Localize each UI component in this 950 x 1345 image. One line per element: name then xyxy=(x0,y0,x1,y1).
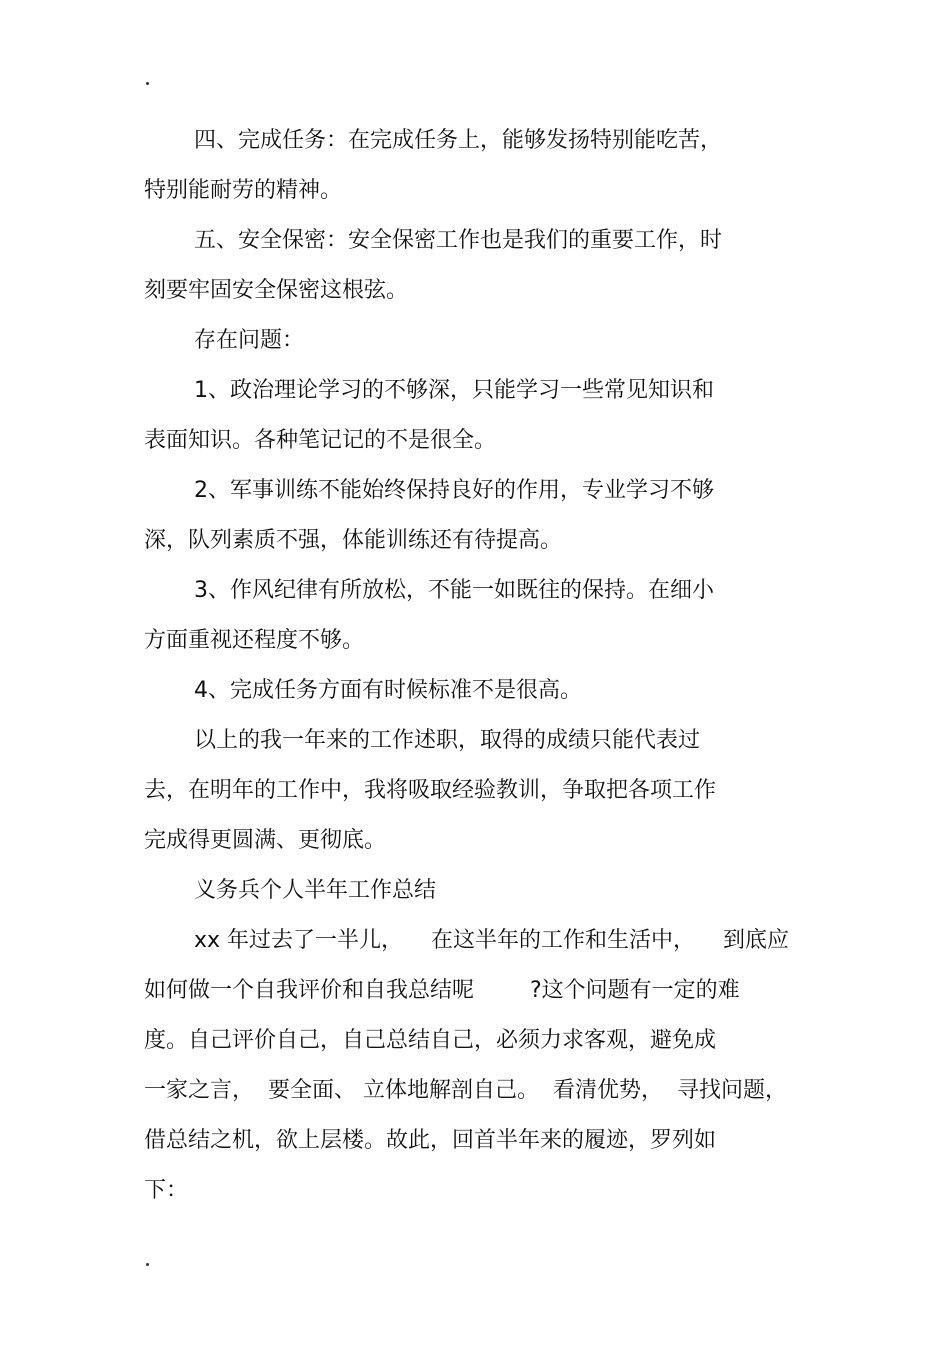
page-marker-top xyxy=(146,82,149,85)
paragraph-line: 3、作风纪律有所放松，不能一如既往的保持。在细小 xyxy=(194,578,714,603)
paragraph-line: xx 年过去了一半儿， 在这半年的工作和生活中， 到底应 xyxy=(194,928,789,953)
paragraph-line: 去，在明年的工作中，我将吸取经验教训，争取把各项工作 xyxy=(144,778,717,803)
paragraph-heading: 存在问题： xyxy=(194,328,305,353)
paragraph-line: 特别能耐劳的精神。 xyxy=(144,178,343,203)
paragraph-line: 五、安全保密：安全保密工作也是我们的重要工作，时 xyxy=(194,228,723,253)
paragraph-line: 2、军事训练不能始终保持良好的作用，专业学习不够 xyxy=(194,478,714,503)
paragraph-line: 借总结之机，欲上层楼。故此，回首半年来的履迹，罗列如 xyxy=(144,1128,717,1153)
section-title: 义务兵个人半年工作总结 xyxy=(194,878,437,903)
paragraph-line: 度。自己评价自己，自己总结自己，必须力求客观，避免成 xyxy=(144,1028,717,1053)
paragraph-line: 4、完成任务方面有时候标准不是很高。 xyxy=(194,678,582,703)
paragraph-line: 刻要牢固安全保密这根弦。 xyxy=(144,278,409,303)
paragraph-line: 四、完成任务：在完成任务上，能够发扬特别能吃苦， xyxy=(194,128,723,153)
paragraph-line: 深，队列素质不强，体能训练还有待提高。 xyxy=(144,528,563,553)
paragraph-line: 以上的我一年来的工作述职，取得的成绩只能代表过 xyxy=(194,728,701,753)
paragraph-line: 一家之言， 要全面、 立体地解剖自己。 看清优势， 寻找问题， xyxy=(144,1078,787,1103)
page-marker-bottom xyxy=(146,1263,149,1266)
paragraph-line: 方面重视还程度不够。 xyxy=(144,628,365,653)
paragraph-line: 完成得更圆满、更彻底。 xyxy=(144,828,387,853)
paragraph-line: 1、政治理论学习的不够深，只能学习一些常见知识和 xyxy=(194,378,714,403)
paragraph-line: 表面知识。各种笔记记的不是很全。 xyxy=(144,428,497,453)
paragraph-line: 如何做一个自我评价和自我总结呢 ?这个问题有一定的难 xyxy=(144,978,740,1003)
paragraph-line: 下： xyxy=(144,1178,189,1203)
